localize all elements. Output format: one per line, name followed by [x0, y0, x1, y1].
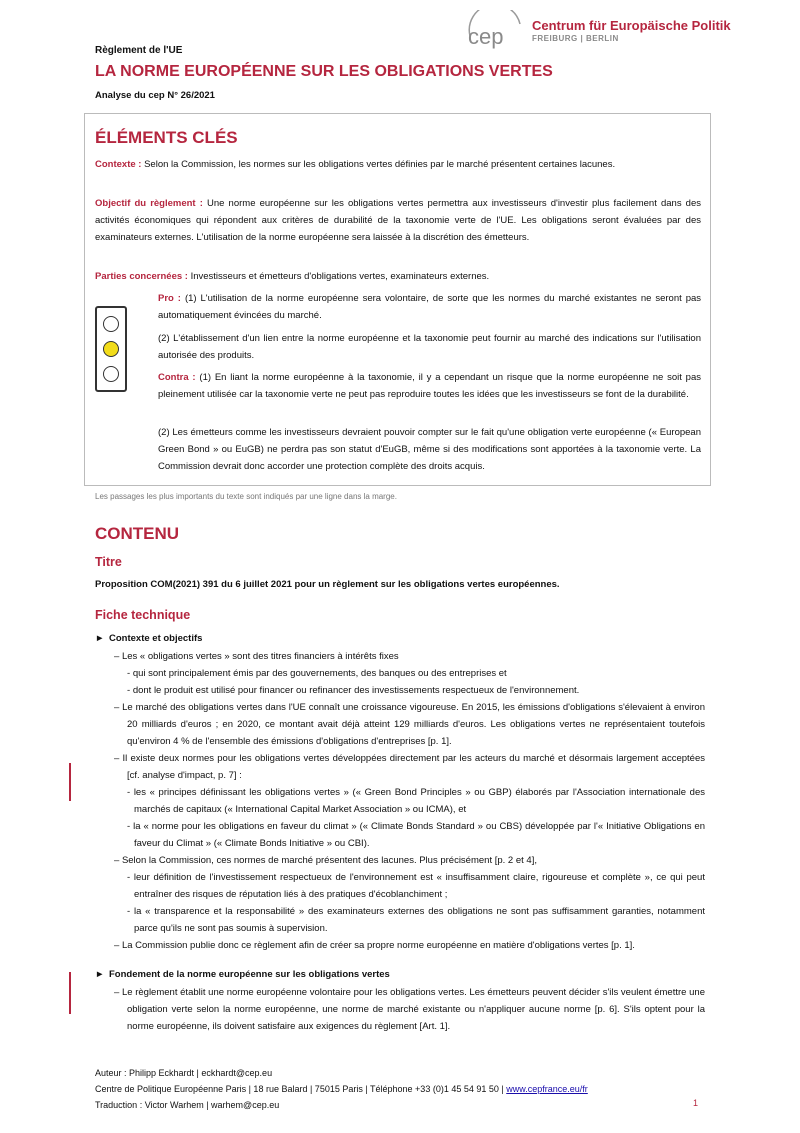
analysis-number: Analyse du cep N° 26/2021 [95, 90, 215, 101]
traffic-light-middle [103, 341, 119, 357]
org-name: Centrum für Europäische Politik [532, 18, 731, 33]
doc-kicker: Règlement de l'UE [95, 45, 183, 56]
sub-list-item: - la « norme pour les obligations en faveur du climat » (« Climate Bonds Standard » ou CBS) développée par l'« Initiative Obligations en faveur du Climat » (« Climate Bonds Initiative » ou CBI). [127, 821, 705, 849]
page-number: 1 [693, 1098, 699, 1108]
sub-list-item: - la « transparence et la responsabilité » des examinateurs externes des obligations ne sont pas suffisamment garanties, notamment parce qu'ils ne sont pas soumis à supervision. [127, 906, 706, 934]
pro-2-paragraph: (2) L'établissement d'un lien entre la norme européenne et la taxonomie peut fournir au marché des indications sur l'utilisation autorisée des produits. [158, 333, 701, 361]
list-item: – Il existe deux normes pour les obligations vertes développées directement par les acteurs du marché et désormais largement acceptées [cf. analyse d'impact, p. 7] : [114, 753, 705, 781]
margin-bar [69, 763, 71, 801]
context-label: Contexte : [95, 159, 142, 170]
objective-text: Une norme européenne sur les obligations vertes permettra aux investisseurs d'investir plus facilement dans des activités économiques qui répondent aux critères de durabilité de la taxonomie verte de l'UE. Les obligations seront évaluées par des examinateurs externes. L'utilisation de la norme européenne sera laissée à la discrétion des émetteurs. [95, 198, 702, 243]
margin-bar [69, 972, 71, 1014]
footer-translation: Traduction : Victor Warhem | warhem@cep.eu [95, 1100, 280, 1110]
pro-label: Pro : [158, 293, 181, 304]
contra-1-text: (1) En liant la norme européenne à la taxonomie, il y a cependant un risque que la norme européenne ne soit pas pleinement utilisée car la taxonomie verte ne peut pas reproduire toutes les idées que les investisseurs se font de la durabilité. [158, 372, 701, 400]
margin-note: Les passages les plus importants du texte sont indiqués par une ligne dans la marge. [95, 492, 397, 501]
key-elements-heading: ÉLÉMENTS CLÉS [95, 128, 238, 147]
context-paragraph [95, 156, 701, 173]
traffic-light-icon [95, 306, 127, 392]
footer-address [95, 1082, 588, 1096]
logo-text: cep [468, 24, 504, 49]
list-item: – Selon la Commission, ces normes de marché présentent des lacunes. Plus précisément [p. 2 et 4], [114, 855, 537, 866]
website-link[interactable]: www.cepfrance.eu/fr [506, 1084, 588, 1094]
parties-text: Investisseurs et émetteurs d'obligations vertes, examinateurs externes. [190, 271, 490, 282]
objective-paragraph [95, 195, 701, 246]
footer-author: Auteur : Philipp Eckhardt | eckhardt@cep.eu [95, 1068, 273, 1078]
fiche-heading: Fiche technique [95, 608, 191, 622]
content-heading: CONTENU [95, 524, 180, 543]
list-item: – La Commission publie donc ce règlement afin de créer sa propre norme européenne en matière d'obligations vertes [p. 1]. [114, 940, 635, 951]
list-item: – Le règlement établit une norme européenne volontaire pour les obligations vertes. Les émetteurs peuvent décider s'ils veulent émettre une obligation verte selon la norme européenne, une norme de marché existante ou n'appliquer aucune norme [p. 6]. S'ils optent pour la norme européenne, ils doivent satisfaire aux exigences du règlement [Art. 1]. [114, 987, 705, 1032]
list-item: – Le marché des obligations vertes dans l'UE connaît une croissance vigoureuse. En 2015, les émissions d'obligations s'élevaient à environ 20 milliards d'euros ; en 2020, ce montant avait déjà atteint 129 milliards d'euros. Les obligations vertes ne représentaient toutefois qu'environ 4 % de l'ensemble des émissions d'obligations d'entreprises [p. 1]. [114, 702, 705, 747]
bullet-triangle-icon: ► [95, 969, 105, 980]
sub-list-item: - dont le produit est utilisé pour financer ou refinancer des investissements respectueux de l'environnement. [127, 685, 580, 696]
cep-logo [464, 10, 526, 50]
context-text: Selon la Commission, les normes sur les obligations vertes définies par le marché présentent certaines lacunes. [144, 159, 616, 170]
traffic-light-bottom [103, 366, 119, 382]
page-title: LA NORME EUROPÉENNE SUR LES OBLIGATIONS VERTES [95, 63, 553, 80]
sub-list-item: - leur définition de l'investissement respectueux de l'environnement est « insuffisamment claire, rigoureuse et complète », ce qui peut entraîner des risques de réputation liés à des pratiques d'écoblanchiment ; [127, 872, 705, 900]
bullet-context [95, 633, 202, 644]
contra-2-paragraph: (2) Les émetteurs comme les investisseurs devraient pouvoir compter sur le fait qu'une obligation verte européenne (« European Green Bond » ou EuGB) ne perdra pas son statut d'EuGB, même si des modifications sont apportées à la taxonomie verte. La Commission devrait donc accorder une protection complète des droits acquis. [158, 427, 701, 472]
contra-label: Contra : [158, 372, 196, 383]
objective-label: Objectif du règlement : [95, 198, 203, 209]
pro-1-text: (1) L'utilisation de la norme européenne sera volontaire, de sorte que les normes du marché existantes ne seront pas automatiquement évincées du marché. [158, 293, 702, 321]
bullet-context-label: Contexte et objectifs [109, 633, 203, 644]
sub-list-item: - qui sont principalement émis par des gouvernements, des banques ou des entreprises et [127, 668, 507, 679]
list-item: – Les « obligations vertes » sont des titres financiers à intérêts fixes [114, 651, 399, 662]
footer-address-text: Centre de Politique Européenne Paris | 18 rue Balard | 75015 Paris | Téléphone +33 (0)1 45 54 91 50 | [95, 1084, 504, 1094]
title-text: Proposition COM(2021) 391 du 6 juillet 2021 pour un règlement sur les obligations vertes européennes. [95, 579, 560, 590]
bullet-foundation [95, 969, 390, 980]
bullet-triangle-icon: ► [95, 633, 105, 644]
contra-1-paragraph [158, 369, 701, 403]
parties-label: Parties concernées : [95, 271, 188, 282]
parties-paragraph [95, 268, 701, 285]
bullet-foundation-label: Fondement de la norme européenne sur les obligations vertes [109, 969, 390, 980]
pro-1-paragraph [158, 290, 701, 324]
org-locations: FREIBURG | BERLIN [532, 34, 619, 43]
fiche-list-2 [114, 984, 705, 1035]
fiche-list-1 [114, 648, 705, 954]
sub-list-item: - les « principes définissant les obligations vertes » (« Green Bond Principles » ou GBP) élaborés par l'Association internationale des marchés de capitaux (« International Capital Market Association » ou ICMA), et [127, 787, 705, 815]
traffic-light-top [103, 316, 119, 332]
title-heading: Titre [95, 555, 122, 569]
